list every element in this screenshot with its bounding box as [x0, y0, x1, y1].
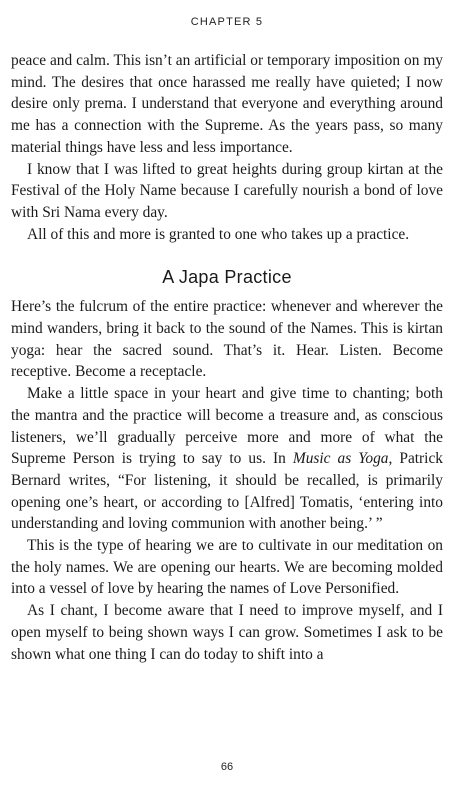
section-heading: A Japa Practice — [162, 267, 292, 288]
paragraph — [11, 383, 443, 535]
paragraph: This is the type of hearing we are to cultivate in our meditation on the holy names. We are opening our hearts. We are becoming molded into a vessel of love by hearing the names of Love Personified. — [11, 537, 443, 598]
body-text — [11, 50, 443, 665]
paragraph: Here’s the fulcrum of the entire practice: whenever and wherever the mind wanders, bring it back to the sound of the Names. This is kirtan yoga: hear the sacred sound. That’s it. Hear. Listen. Become receptive. Become a receptacle. — [11, 298, 443, 381]
paragraph-text: Make a little space in your heart and give time to chanting; both the mantra and the practice will become a treasure and, as conscious listeners, we’ll gradually perceive more and more of what the Supreme Person is trying to say to us. In — [11, 385, 443, 468]
paragraph-text: , Patrick Bernard writes, “For listening, it should be recalled, is primarily opening one’s heart, or according to [Alfred] Tomatis, ‘entering into understanding and loving communion with another being.’ ” — [11, 450, 443, 533]
paragraph: As I chant, I become aware that I need to improve myself, and I open myself to being shown ways I can grow. Sometimes I ask to be shown what one thing I can do today to shift into a — [11, 602, 443, 663]
paragraph: All of this and more is granted to one who takes up a practice. — [27, 225, 410, 243]
running-head: CHAPTER 5 — [190, 16, 264, 28]
book-title: Music as Yoga — [292, 450, 389, 468]
paragraph: peace and calm. This isn’t an artificial or temporary imposition on my mind. The desires that once harassed me really have quieted; I now desire only prema. I understand that everyone and everything around me has a connection with the Supreme. As the years pass, so many material things have less and less importance. — [11, 52, 443, 156]
paragraph: I know that I was lifted to great heights during group kirtan at the Festival of the Holy Name because I carefully nourish a bond of love with Sri Nama every day. — [11, 160, 443, 221]
page-number: 66 — [220, 761, 234, 773]
